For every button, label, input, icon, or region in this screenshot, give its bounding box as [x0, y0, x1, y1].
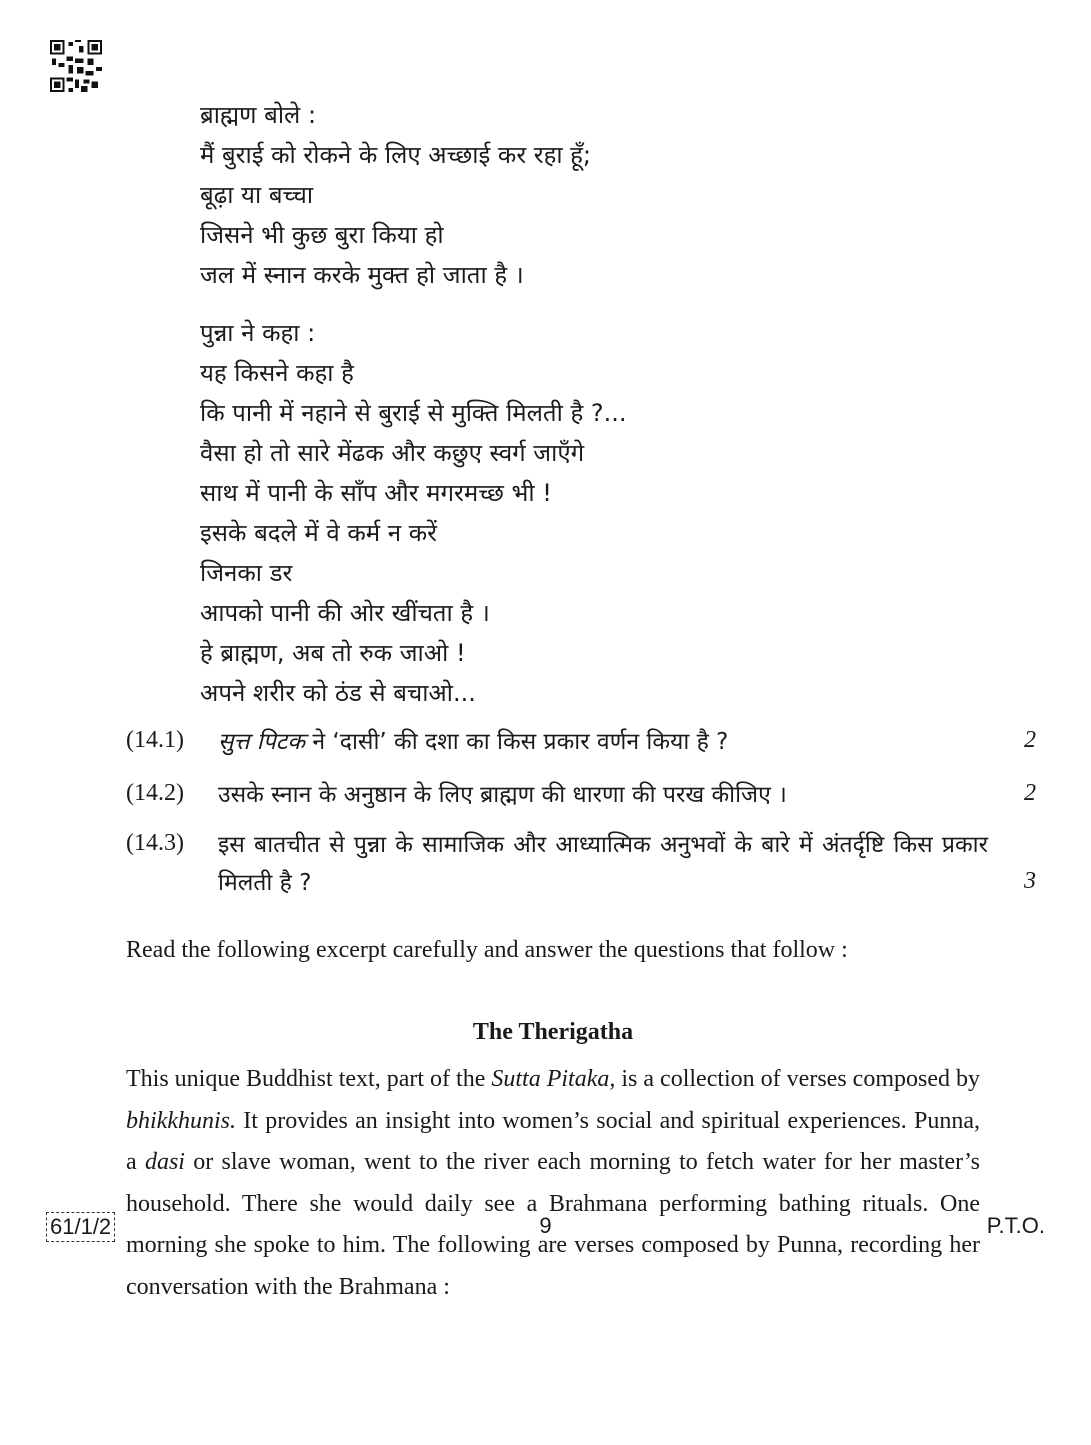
passage-italic-term: dasi	[144, 1149, 185, 1175]
passage-text: This unique Buddhist text, part of the	[126, 1066, 492, 1092]
passage-text: is a collection of verses composed by	[615, 1066, 980, 1092]
question-14-2	[126, 776, 1036, 816]
question-number: (14.3)	[126, 830, 184, 856]
question-text	[218, 723, 988, 761]
question-text: उसके स्नान के अनुष्ठान के लिए ब्राह्मण की धारणा की परख कीजिए ।	[218, 782, 787, 808]
verse-line: ब्राह्मण बोले :	[200, 101, 317, 129]
verse-stanza-punna	[200, 313, 626, 713]
verse-line: अपने शरीर को ठंड से बचाओ...	[200, 679, 476, 707]
verse-line: बूढ़ा या बच्चा	[200, 181, 314, 209]
question-marks: 2	[1024, 780, 1036, 806]
question-14-1	[126, 723, 1036, 763]
question-number: (14.1)	[126, 727, 184, 753]
question-marks: 2	[1024, 727, 1036, 753]
please-turn-over: P.T.O.	[986, 1213, 1045, 1238]
verse-line: आपको पानी की ओर खींचता है ।	[200, 599, 490, 627]
verse-line: वैसा हो तो सारे मेंढक और कछुए स्वर्ग जाएँगे	[200, 439, 585, 467]
verse-line: जिनका डर	[200, 559, 293, 587]
passage-italic-term: bhikkhunis.	[126, 1107, 236, 1134]
question-text: इस बातचीत से पुन्ना के सामाजिक और आध्यात्मिक अनुभवों के बारे में अंतर्दृष्टि किस प्रकार मिलती है ?	[218, 832, 988, 896]
passage-text: or slave woman, went to the river each morning to fetch water for her master’s household. There she would daily see a Brahmana performing bathing rituals. One morning she spoke to him. The following are verses composed by Punna, recording her conversation with the Brahmana :	[126, 1149, 980, 1300]
passage-paragraph	[126, 1059, 980, 1308]
verse-line: यह किसने कहा है	[200, 359, 354, 387]
paper-code: 61/1/2	[46, 1212, 115, 1242]
verse-line: जिसने भी कुछ बुरा किया हो	[200, 221, 444, 249]
verse-stanza-brahmana	[200, 95, 591, 295]
question-italic-term: सुत्त पिटक	[218, 729, 306, 755]
verse-line: जल में स्नान करके मुक्त हो जाता है ।	[200, 261, 524, 289]
verse-line: हे ब्राह्मण, अब तो रुक जाओ !	[200, 639, 466, 667]
verse-line: इसके बदले में वे कर्म न करें	[200, 519, 437, 547]
question-number: (14.2)	[126, 780, 184, 806]
verse-line: पुन्ना ने कहा :	[200, 319, 316, 347]
verse-line: कि पानी में नहाने से बुराई से मुक्ति मिलती है ?...	[200, 399, 627, 427]
verse-line: मैं बुराई को रोकने के लिए अच्छाई कर रहा हूँ;	[200, 141, 592, 169]
question-marks: 3	[1024, 868, 1036, 894]
passage-text: It provides an insight into women’s social and spiritual experiences. Punna, a	[126, 1107, 980, 1175]
section-title: The Therigatha	[472, 1019, 634, 1045]
instruction-text: Read the following excerpt carefully and answer the questions that follow :	[126, 937, 848, 963]
question-text-rest: ने ‘दासी’ की दशा का किस प्रकार वर्णन किया है ?	[305, 729, 729, 755]
qr-code-icon	[50, 40, 102, 92]
verse-line: साथ में पानी के साँप और मगरमच्छ भी !	[200, 479, 552, 507]
passage-italic-term: Sutta Pitaka,	[491, 1066, 616, 1092]
question-14-3	[126, 826, 1036, 906]
page-number: 9	[539, 1213, 552, 1238]
